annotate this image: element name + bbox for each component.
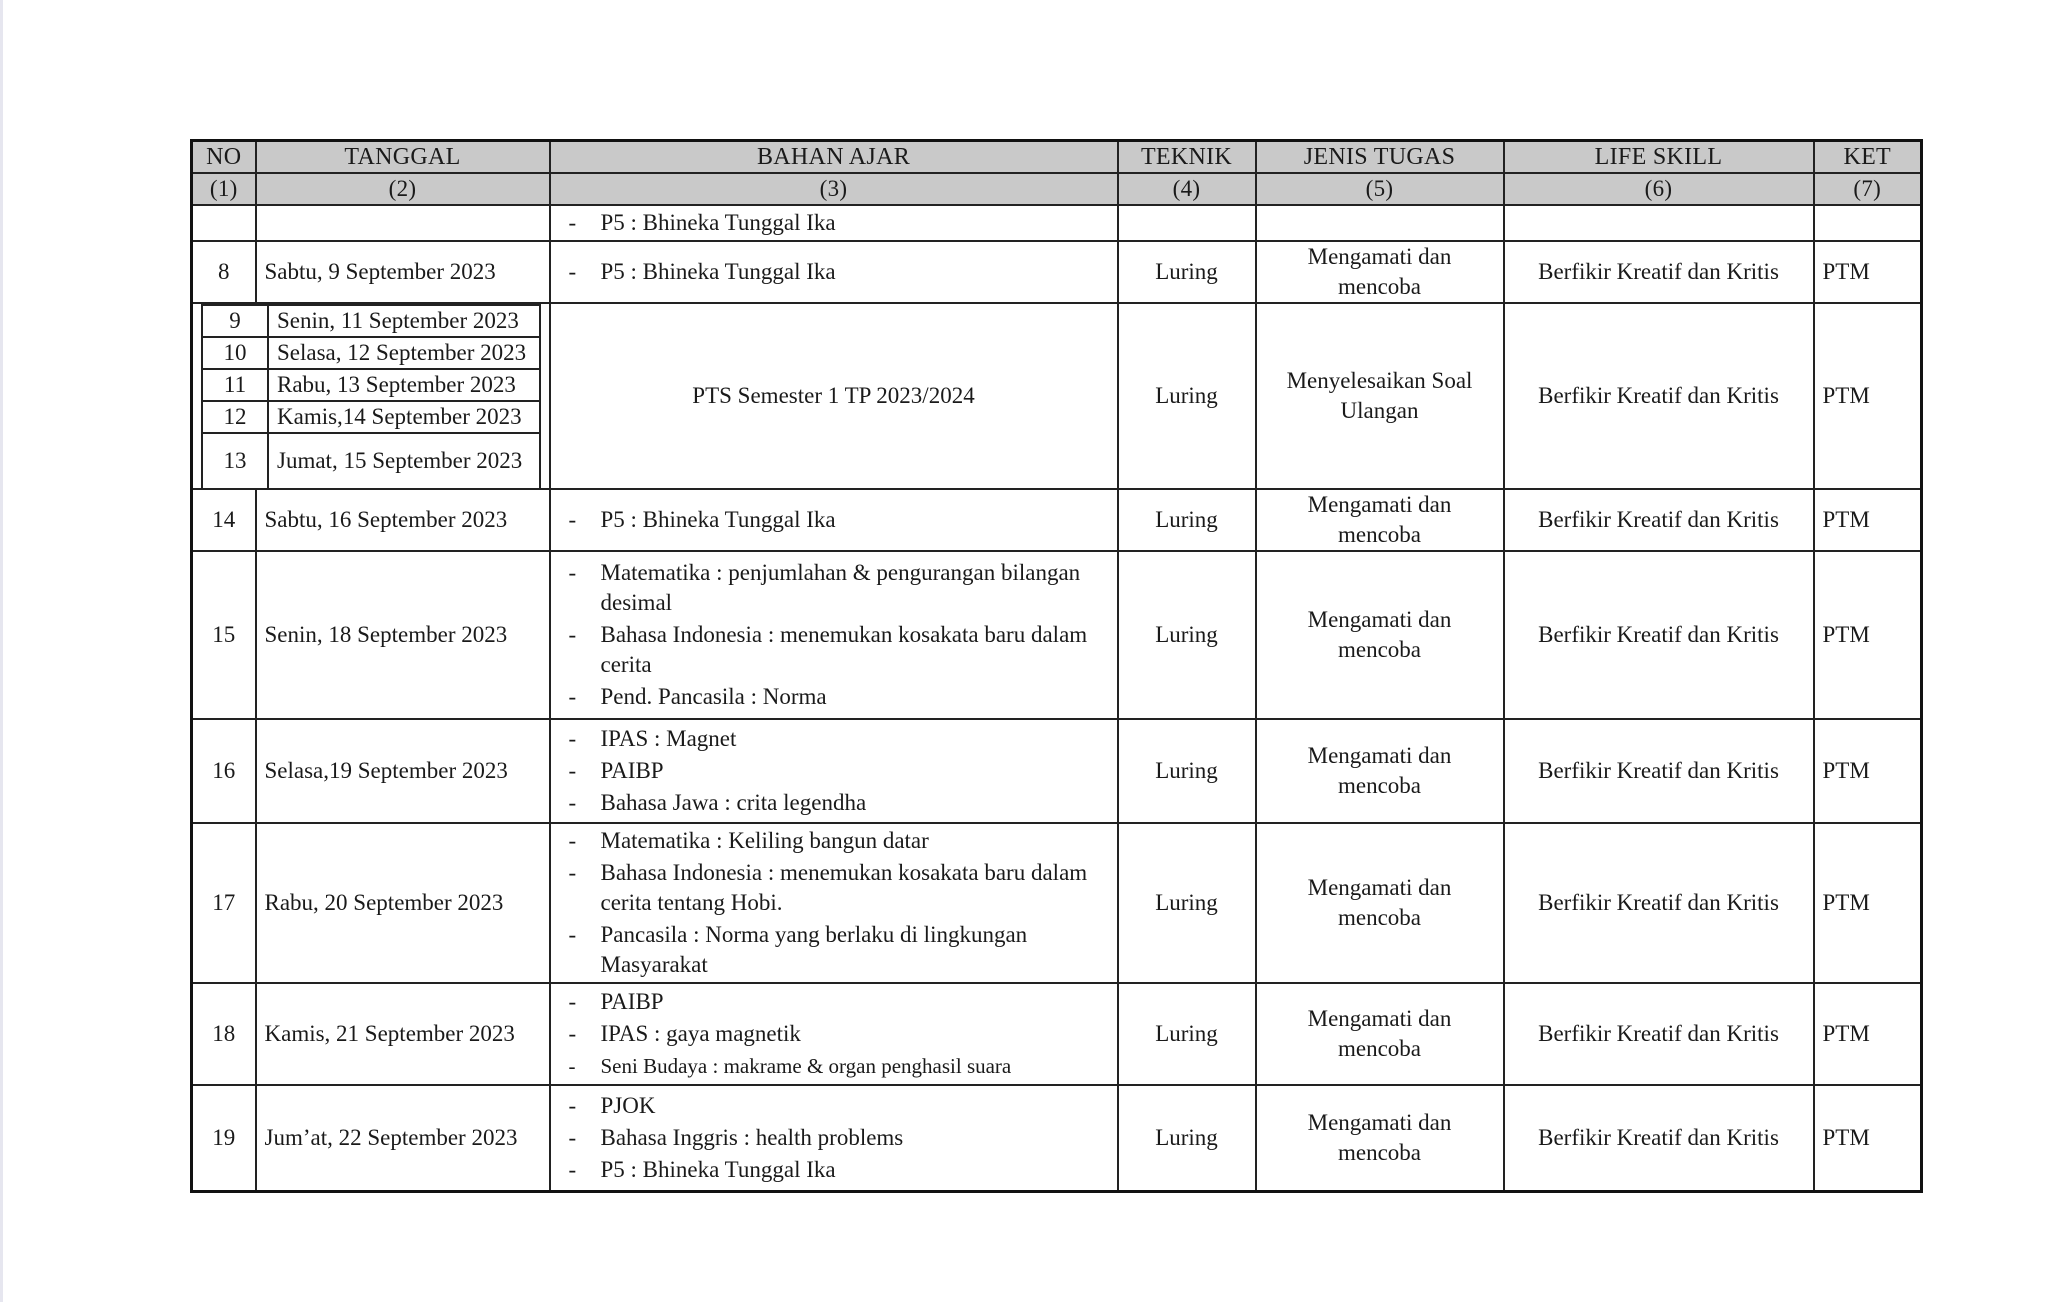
page-edge xyxy=(0,0,3,1302)
list-item: - PAIBP xyxy=(565,756,1109,786)
pts-date-row xyxy=(202,401,540,433)
cell-no: 14 xyxy=(192,489,256,551)
pts-date-row xyxy=(202,305,540,337)
cell-jenis-tugas: Mengamati dan mencoba xyxy=(1256,823,1504,983)
list-item: - Pend. Pancasila : Norma xyxy=(565,682,1109,712)
pts-date-row xyxy=(202,337,540,369)
header-number: (1) xyxy=(192,173,256,205)
cell-bahan-ajar xyxy=(550,551,1118,719)
cell-tanggal: Jumat, 15 September 2023 xyxy=(268,433,540,488)
cell-bahan-ajar xyxy=(550,241,1118,303)
table-row xyxy=(192,489,1922,551)
header-tanggal: TANGGAL xyxy=(256,141,550,174)
list-item: - PAIBP xyxy=(565,987,1109,1017)
cell-bahan-ajar xyxy=(550,823,1118,983)
pts-date-row xyxy=(202,369,540,401)
cell-no: 12 xyxy=(202,401,268,433)
header-row xyxy=(192,141,1922,174)
cell-teknik: Luring xyxy=(1118,1085,1256,1191)
cell-teknik: Luring xyxy=(1118,551,1256,719)
cell-ket: PTM xyxy=(1814,241,1922,303)
schedule-table xyxy=(190,139,1923,1193)
cell-teknik: Luring xyxy=(1118,983,1256,1085)
cell-bahan-ajar: PTS Semester 1 TP 2023/2024 xyxy=(550,303,1118,489)
header-life-skill: LIFE SKILL xyxy=(1504,141,1814,174)
list-item: - Pancasila : Norma yang berlaku di lingkungan Masyarakat xyxy=(565,920,1109,980)
cell-ket: PTM xyxy=(1814,551,1922,719)
header-bahan-ajar: BAHAN AJAR xyxy=(550,141,1118,174)
header-number: (6) xyxy=(1504,173,1814,205)
list-item: - P5 : Bhineka Tunggal Ika xyxy=(565,1155,1109,1185)
cell-tanggal: Senin, 11 September 2023 xyxy=(268,305,540,337)
cell-ket: PTM xyxy=(1814,303,1922,489)
cell-no: 18 xyxy=(192,983,256,1085)
cell-no xyxy=(192,205,256,241)
cell-ket: PTM xyxy=(1814,489,1922,551)
table-row xyxy=(192,551,1922,719)
bahan-list xyxy=(559,505,1109,535)
cell-life-skill xyxy=(1504,205,1814,241)
cell-tanggal: Selasa, 12 September 2023 xyxy=(268,337,540,369)
list-item: - IPAS : gaya magnetik xyxy=(565,1019,1109,1049)
list-item: - Bahasa Indonesia : menemukan kosakata baru dalam cerita tentang Hobi. xyxy=(565,858,1109,918)
cell-ket: PTM xyxy=(1814,719,1922,823)
table-row xyxy=(192,823,1922,983)
table-row xyxy=(192,719,1922,823)
header-number: (2) xyxy=(256,173,550,205)
cell-life-skill: Berfikir Kreatif dan Kritis xyxy=(1504,489,1814,551)
cell-life-skill: Berfikir Kreatif dan Kritis xyxy=(1504,823,1814,983)
cell-tanggal xyxy=(256,205,550,241)
list-item: - Matematika : Keliling bangun datar xyxy=(565,826,1109,856)
cell-tanggal: Sabtu, 9 September 2023 xyxy=(256,241,550,303)
pts-dates-block xyxy=(192,303,550,489)
cell-jenis-tugas xyxy=(1256,205,1504,241)
list-item: - P5 : Bhineka Tunggal Ika xyxy=(565,257,1109,287)
table-row-pts-group xyxy=(192,303,1922,489)
table-row xyxy=(192,241,1922,303)
cell-teknik: Luring xyxy=(1118,489,1256,551)
cell-teknik: Luring xyxy=(1118,241,1256,303)
list-item: - Matematika : penjumlahan & pengurangan bilangan desimal xyxy=(565,558,1109,618)
cell-tanggal: Selasa,19 September 2023 xyxy=(256,719,550,823)
cell-ket: PTM xyxy=(1814,1085,1922,1191)
cell-life-skill: Berfikir Kreatif dan Kritis xyxy=(1504,719,1814,823)
cell-no: 11 xyxy=(202,369,268,401)
cell-tanggal: Rabu, 20 September 2023 xyxy=(256,823,550,983)
list-item: - Bahasa Indonesia : menemukan kosakata baru dalam cerita xyxy=(565,620,1109,680)
header-ket: KET xyxy=(1814,141,1922,174)
cell-life-skill: Berfikir Kreatif dan Kritis xyxy=(1504,303,1814,489)
cell-ket xyxy=(1814,205,1922,241)
header-number-row xyxy=(192,173,1922,205)
cell-life-skill: Berfikir Kreatif dan Kritis xyxy=(1504,1085,1814,1191)
list-item: - IPAS : Magnet xyxy=(565,724,1109,754)
cell-no: 10 xyxy=(202,337,268,369)
bahan-list xyxy=(559,208,1109,238)
list-item: - Bahasa Jawa : crita legendha xyxy=(565,788,1109,818)
cell-jenis-tugas: Mengamati dan mencoba xyxy=(1256,719,1504,823)
header-teknik: TEKNIK xyxy=(1118,141,1256,174)
cell-tanggal: Jum’at, 22 September 2023 xyxy=(256,1085,550,1191)
list-item: - P5 : Bhineka Tunggal Ika xyxy=(565,208,1109,238)
cell-teknik xyxy=(1118,205,1256,241)
cell-teknik: Luring xyxy=(1118,719,1256,823)
list-item: - Bahasa Inggris : health problems xyxy=(565,1123,1109,1153)
bahan-list xyxy=(559,987,1109,1081)
cell-life-skill: Berfikir Kreatif dan Kritis xyxy=(1504,241,1814,303)
bahan-list xyxy=(559,826,1109,980)
bahan-list xyxy=(559,724,1109,818)
header-number: (5) xyxy=(1256,173,1504,205)
cell-bahan-ajar xyxy=(550,489,1118,551)
cell-tanggal: Kamis, 21 September 2023 xyxy=(256,983,550,1085)
cell-tanggal: Rabu, 13 September 2023 xyxy=(268,369,540,401)
table-row-continuation xyxy=(192,205,1922,241)
cell-tanggal: Kamis,14 September 2023 xyxy=(268,401,540,433)
pts-dates-table xyxy=(201,304,541,488)
cell-jenis-tugas: Mengamati dan mencoba xyxy=(1256,1085,1504,1191)
bahan-list xyxy=(559,257,1109,287)
cell-no: 8 xyxy=(192,241,256,303)
header-no: NO xyxy=(192,141,256,174)
cell-no: 15 xyxy=(192,551,256,719)
cell-no: 13 xyxy=(202,433,268,488)
list-item: - PJOK xyxy=(565,1091,1109,1121)
cell-jenis-tugas: Mengamati dan mencoba xyxy=(1256,983,1504,1085)
table-header xyxy=(192,141,1922,206)
cell-jenis-tugas: Mengamati dan mencoba xyxy=(1256,241,1504,303)
cell-ket: PTM xyxy=(1814,983,1922,1085)
header-jenis-tugas: JENIS TUGAS xyxy=(1256,141,1504,174)
cell-ket: PTM xyxy=(1814,823,1922,983)
table-row xyxy=(192,983,1922,1085)
bahan-list xyxy=(559,558,1109,712)
cell-bahan-ajar xyxy=(550,719,1118,823)
bahan-list xyxy=(559,1091,1109,1185)
list-item: - P5 : Bhineka Tunggal Ika xyxy=(565,505,1109,535)
cell-jenis-tugas: Mengamati dan mencoba xyxy=(1256,551,1504,719)
cell-bahan-ajar xyxy=(550,205,1118,241)
header-number: (3) xyxy=(550,173,1118,205)
cell-bahan-ajar xyxy=(550,1085,1118,1191)
list-item: - Seni Budaya : makrame & organ penghasil suara xyxy=(565,1051,1109,1081)
header-number: (7) xyxy=(1814,173,1922,205)
header-number: (4) xyxy=(1118,173,1256,205)
cell-bahan-ajar xyxy=(550,983,1118,1085)
document-page xyxy=(190,139,1920,1193)
cell-no: 19 xyxy=(192,1085,256,1191)
pts-date-row xyxy=(202,433,540,488)
cell-jenis-tugas: Mengamati dan mencoba xyxy=(1256,489,1504,551)
cell-tanggal: Senin, 18 September 2023 xyxy=(256,551,550,719)
cell-teknik: Luring xyxy=(1118,823,1256,983)
cell-no: 16 xyxy=(192,719,256,823)
cell-no: 17 xyxy=(192,823,256,983)
cell-jenis-tugas: Menyelesaikan Soal Ulangan xyxy=(1256,303,1504,489)
cell-life-skill: Berfikir Kreatif dan Kritis xyxy=(1504,983,1814,1085)
table-row xyxy=(192,1085,1922,1191)
cell-no: 9 xyxy=(202,305,268,337)
cell-tanggal: Sabtu, 16 September 2023 xyxy=(256,489,550,551)
cell-teknik: Luring xyxy=(1118,303,1256,489)
cell-life-skill: Berfikir Kreatif dan Kritis xyxy=(1504,551,1814,719)
